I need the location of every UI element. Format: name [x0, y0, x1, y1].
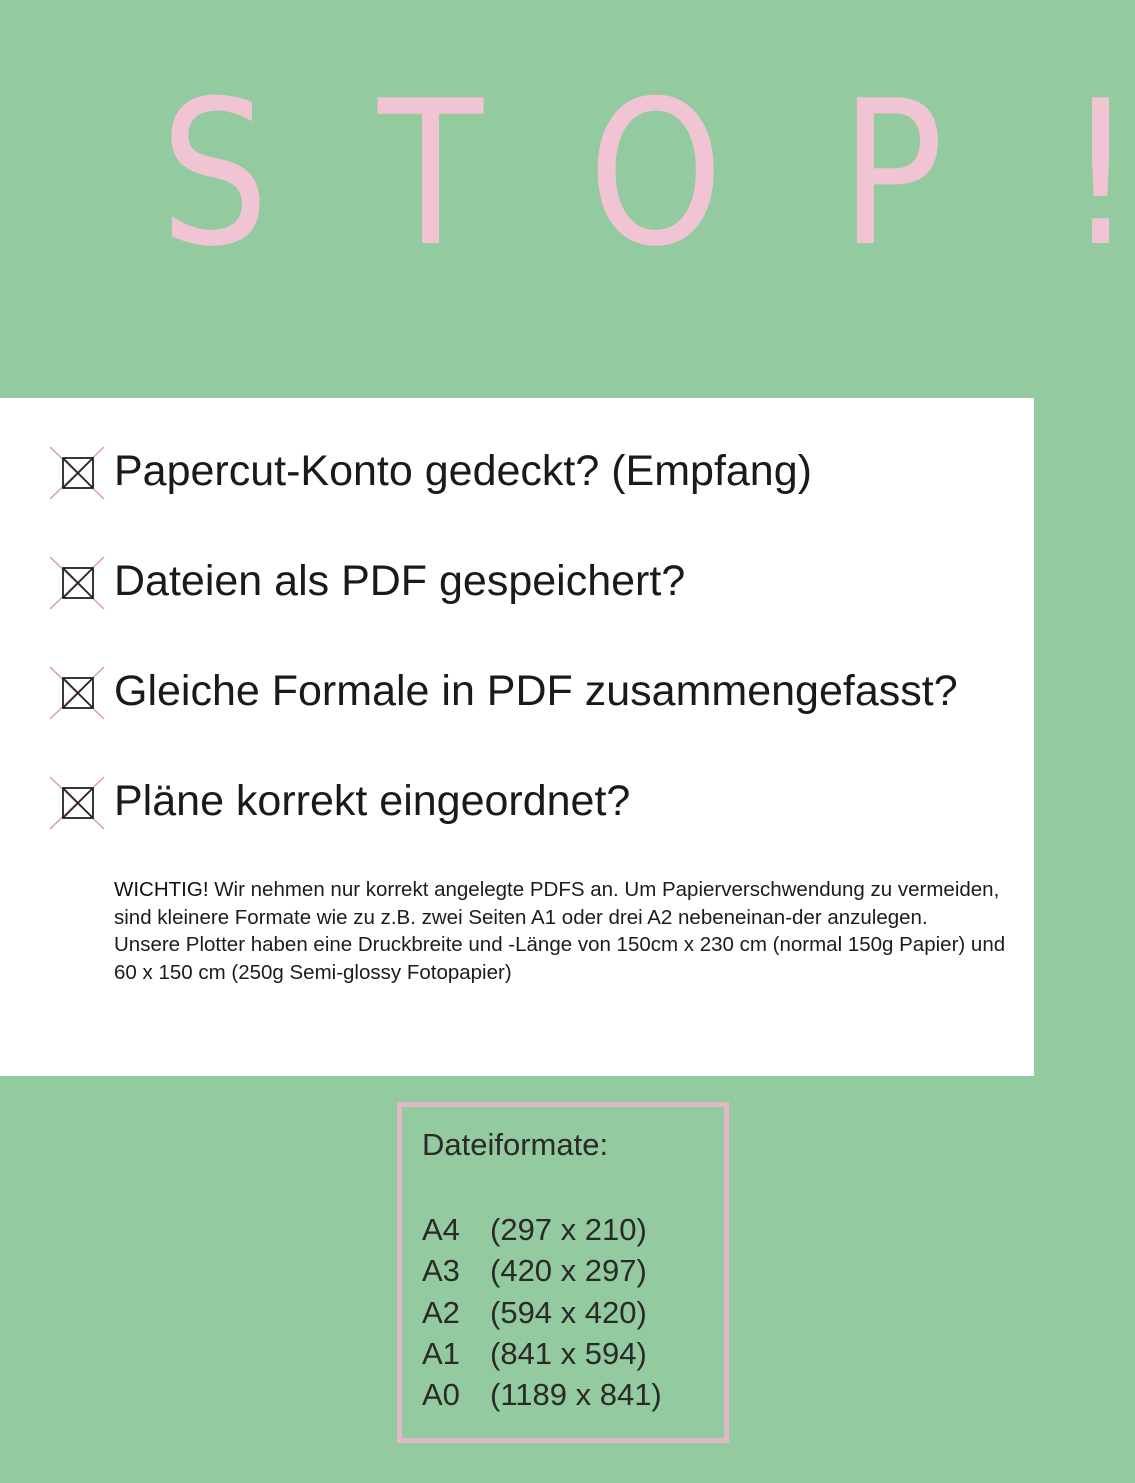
notice-paragraph [114, 876, 1009, 931]
checklist-label: Papercut-Konto gedeckt? (Empfang) [114, 447, 812, 495]
checklist-panel [0, 398, 1034, 1076]
format-name: A4 [422, 1212, 460, 1247]
checklist-item-plans-sorted [48, 771, 1028, 831]
checklist-label: Gleiche Formale in PDF zusammengefasst? [114, 667, 958, 715]
checklist-label: Dateien als PDF gespeichert? [114, 557, 686, 605]
crossed-checkbox-icon [48, 773, 108, 833]
format-size: (1189 x 841) [490, 1377, 662, 1412]
stop-letter-p: P [840, 58, 944, 291]
format-size: (297 x 210) [490, 1212, 647, 1247]
checklist-label: Pläne korrekt eingeordnet? [114, 777, 631, 825]
format-name: A0 [422, 1377, 460, 1412]
file-formats-box [397, 1102, 729, 1443]
format-name: A3 [422, 1253, 460, 1288]
stop-letter-o: O [588, 58, 724, 291]
stop-heading [0, 58, 1135, 291]
formats-title: Dateiformate: [422, 1127, 609, 1162]
format-size: (420 x 297) [490, 1253, 647, 1288]
stop-letter-s: S [160, 58, 270, 291]
format-name: A1 [422, 1336, 460, 1371]
format-row-a3 [422, 1250, 647, 1291]
crossed-checkbox-icon [48, 443, 108, 503]
crossed-checkbox-icon [48, 663, 108, 723]
format-name: A2 [422, 1295, 460, 1330]
stop-letter-exclamation: ! [1066, 58, 1135, 291]
format-row-a4 [422, 1209, 647, 1250]
format-row-a0 [422, 1374, 662, 1415]
checklist-item-pdf-saved [48, 551, 1028, 611]
checklist-item-papercut [48, 441, 1028, 501]
crossed-checkbox-icon [48, 553, 108, 613]
notice-plotter-text: Unsere Plotter haben eine Druckbreite und -Länge von 150cm x 230 cm (normal 150g Papier) und 60 x 150 cm (250g Semi-glossy Fotopapier) [114, 933, 1006, 984]
format-row-a1 [422, 1333, 647, 1374]
important-notice [114, 876, 1009, 986]
stop-letter-t: T [378, 58, 484, 291]
notice-text: Wir nehmen nur korrekt angelegte PDFS an. Um Papierverschwendung zu vermeiden, sind kleinere Formate wie zu z.B. zwei Seiten A1 oder drei A2 nebeneinan-der anzulegen. [114, 878, 1000, 929]
format-row-a2 [422, 1292, 647, 1333]
format-size: (594 x 420) [490, 1295, 647, 1330]
checklist-item-formats-merged [48, 661, 1028, 721]
format-size: (841 x 594) [490, 1336, 647, 1371]
notice-keyword: WICHTIG! [114, 878, 209, 901]
